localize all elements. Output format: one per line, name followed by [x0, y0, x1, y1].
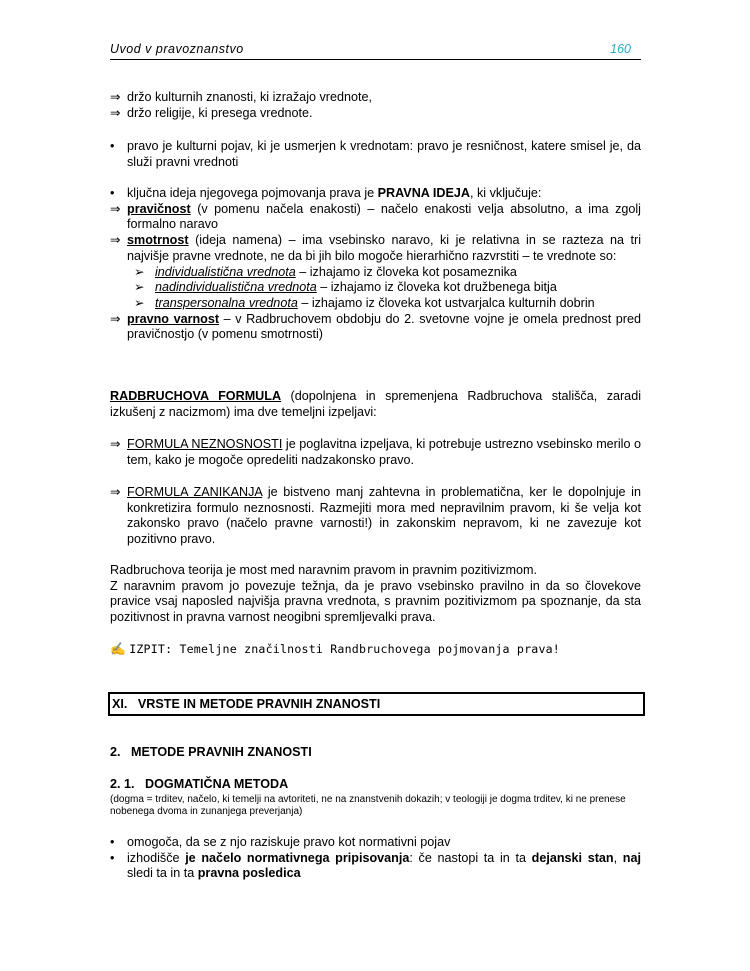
arrowhead-icon: ➢ [134, 295, 145, 310]
sub-list-item: ➢ transpersonalna vrednota – izhajamo iz človeka kot ustvarjalca kulturnih dobrin [134, 295, 595, 310]
bullet-icon: • [110, 139, 115, 153]
arrow-icon: ⇒ [110, 233, 121, 248]
exam-note: ✍ IZPIT: Temeljne značilnosti Randbruchovega pojmovanja prava! [110, 642, 560, 656]
intro-block [110, 90, 641, 121]
page-header [110, 42, 641, 60]
radbruch-formula: RADBRUCHOVA FORMULA (dopolnjena in spremenjena Radbruchova stališča, zaradi izkušenj z nacizmom) ima dve temeljni izpeljavi: [110, 389, 641, 419]
subsection-heading: 2. 1. DOGMATIČNA METODA [110, 777, 289, 791]
chapter-heading: XI. VRSTE IN METODE PRAVNIH ZNANOSTI [108, 692, 645, 716]
arrow-icon: ⇒ [110, 437, 121, 451]
list-item: • omogoča, da se z njo raziskuje pravo kot normativni pojav [110, 835, 451, 849]
bullet-icon: • [110, 186, 115, 200]
list-item: ⇒ držo religije, ki presega vrednote. [110, 105, 313, 120]
legal-idea-block [110, 186, 641, 343]
list-item: • ključna ideja njegovega pojmovanja prava je PRAVNA IDEJA, ki vključuje: [110, 186, 542, 200]
arrow-icon: ⇒ [110, 90, 121, 104]
dogma-note: (dogma = trditev, načelo, ki temelji na avtoriteti, ne na znanstvenih dokazih; v teologiji je dogma trditev, ki ne prenese nobenega dvoma in zunanjega preverjanja) [110, 794, 626, 817]
list-item: ⇒ smotrnost (ideja namena) – ima vsebinsko naravo, ki je relativna in se razteza na tri najvišje pravne vrednote, ne da bi jih bilo mogoče hierarhično razvrstiti – te vrednote so: [110, 233, 641, 263]
page-number: 160 [610, 42, 631, 56]
dogmatic-method-list [110, 835, 641, 882]
pen-icon: ✍ [110, 642, 126, 656]
section-heading: 2. METODE PRAVNIH ZNANOSTI [110, 745, 312, 759]
sub-list-item: ➢ individualistična vrednota – izhajamo iz človeka kot posameznika [134, 264, 517, 279]
arrow-icon: ⇒ [110, 105, 121, 120]
arrowhead-icon: ➢ [134, 264, 145, 279]
formula-zanikanja: ⇒ FORMULA ZANIKANJA je bistveno manj zahtevna in problematična, ker le dopolnjuje in konkretizira formulo neznosnosti. Razmejiti mora med nepravilnim pravom, ki še velja kot zakonsko pravo (načelo pravne varnosti!) in zakonskim nepravom, ki ne zavezuje kot pozitivno pravo. [110, 485, 641, 547]
list-item: • izhodišče je načelo normativnega pripisovanja: če nastopi ta in ta dejanski stan, naj sledi ta in ta pravna posledica [110, 850, 641, 881]
header-title: Uvod v pravoznanstvo [110, 42, 244, 56]
bullet-culture [110, 139, 641, 170]
list-item: ⇒ pravno varnost – v Radbruchovem obdobju do 2. svetovne vojne je omela prednost pred pravičnostjo (v pomenu smotrnosti) [110, 311, 641, 342]
arrow-icon: ⇒ [110, 311, 121, 326]
arrow-icon: ⇒ [110, 201, 121, 216]
theory-paragraph: Radbruchova teorija je most med naravnim pravom in pravnim pozitivizmom. Z naravnim pravom jo povezuje težnja, da je pravo vsebinsko pravilno in da so človekove pravice vsaj naposled najvišja pravna vrednota, s pravnim pozitivizmom pa spoznanje, da sta pozitivnost in pravna varnost neogibni spremljevalki prava. [110, 563, 641, 625]
list-item: ⇒ držo kulturnih znanosti, ki izražajo vrednote, [110, 90, 373, 104]
bullet-icon: • [110, 835, 115, 849]
list-item: • pravo je kulturni pojav, ki je usmerjen k vrednotam: pravo je resničnost, katere smisel je, da služi pravni vrednoti [110, 139, 641, 169]
formula-neznosnosti: ⇒ FORMULA NEZNOSNOSTI je poglavitna izpeljava, ki potrebuje ustrezno vsebinsko merilo o tem, kako je mogoče opredeliti nadzakonsko pravo. [110, 437, 642, 467]
arrow-icon: ⇒ [110, 485, 121, 499]
list-item: ⇒ pravičnost (v pomenu načela enakosti) – načelo enakosti velja absolutno, a ima zgolj formalno naravo [110, 201, 641, 232]
sub-list-item: ➢ nadindividualistična vrednota – izhajamo iz človeka kot družbenega bitja [134, 280, 557, 295]
bullet-icon: • [110, 850, 115, 865]
arrowhead-icon: ➢ [134, 280, 145, 295]
